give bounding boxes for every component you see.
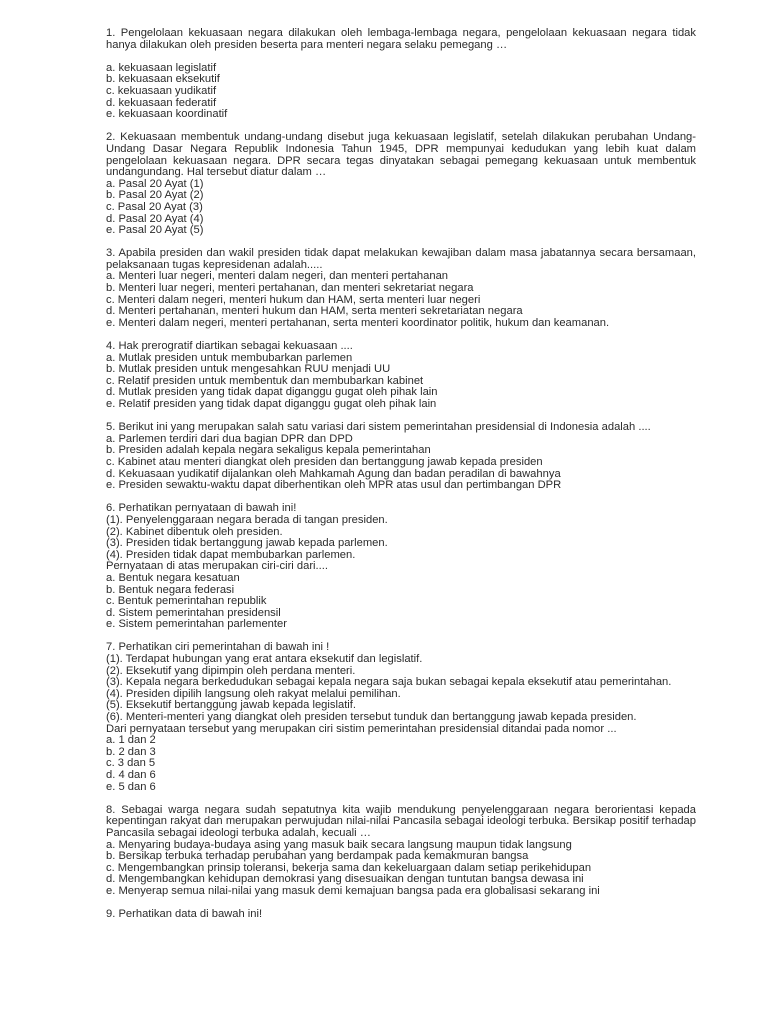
answer-option: e. Pasal 20 Ayat (5): [106, 224, 204, 237]
answer-option: b. Menteri luar negeri, menteri pertahanan, dan menteri sekretariat negara: [106, 282, 474, 295]
answer-option: e. kekuasaan koordinatif: [106, 108, 228, 121]
question-3: [106, 248, 696, 329]
answer-option: a. Pasal 20 Ayat (1): [106, 177, 204, 190]
answer-option: d. Pasal 20 Ayat (4): [106, 212, 204, 225]
answer-option: e. Menteri dalam negeri, menteri pertahanan, serta menteri koordinator politik, hukum dan keamanan.: [106, 316, 610, 329]
answer-option: d. kekuasaan federatif: [106, 96, 217, 109]
question-text: 7. Perhatikan ciri pemerintahan di bawah ini !: [106, 641, 330, 654]
answer-option: a. Parlemen terdiri dari dua bagian DPR dan DPD: [106, 432, 353, 445]
answer-options: [106, 271, 696, 329]
question-text: 1. Pengelolaan kekuasaan negara dilakukan oleh lembaga-lembaga negara, pengelolaan kekuasaan negara tidak hanya dilakukan oleh presiden beserta para menteri negara selaku pemegang …: [106, 27, 696, 51]
statement-item: (4). Presiden dipilih langsung oleh rakyat melalui pemilihan.: [106, 687, 401, 700]
answer-option: a. Bentuk negara kesatuan: [106, 571, 240, 584]
answer-option: d. 4 dan 6: [106, 769, 156, 781]
answer-option: c. Mengembangkan prinsip toleransi, bekerja sama dan kekeluargaan dalam setiap perikehidupan: [106, 861, 592, 874]
question-5: [106, 422, 696, 492]
answer-option: c. Menteri dalam negeri, menteri hukum dan HAM, serta menteri luar negeri: [106, 293, 481, 306]
answer-option: b. Presiden adalah kepala negara sekaligus kepala pemerintahan: [106, 444, 431, 457]
answer-option: e. Sistem pemerintahan parlementer: [106, 618, 287, 631]
question-text: 3. Apabila presiden dan wakil presiden tidak dapat melakukan kewajiban dalam masa jabatannya secara bersamaan, pelaksanaan tugas kepresidenan adalah.....: [106, 247, 696, 271]
statement-item: (1). Terdapat hubungan yang erat antara eksekutif dan legislatif.: [106, 653, 423, 666]
answer-option: a. Menteri luar negeri, menteri dalam negeri, dan menteri pertahanan: [106, 270, 449, 283]
question-1: [106, 28, 696, 121]
answer-options: [106, 63, 696, 121]
answer-option: d. Mengembangkan kehidupan demokrasi yang disesuaikan dengan tuntutan bangsa dewasa ini: [106, 873, 584, 886]
answer-options: [106, 735, 696, 793]
answer-option: d. Sistem pemerintahan presidensil: [106, 606, 281, 619]
question-text: 6. Perhatikan pernyataan di bawah ini!: [106, 502, 297, 515]
answer-option: c. Kabinet atau menteri diangkat oleh presiden dan bertanggung jawab kepada presiden: [106, 455, 543, 468]
answer-option: b. kekuasaan eksekutif: [106, 73, 220, 86]
answer-option: e. Menyerap semua nilai-nilai yang masuk demi kemajuan bangsa pada era globalisasi sekarang ini: [106, 884, 600, 897]
answer-option: c. kekuasaan yudikatif: [106, 84, 217, 97]
question-2: [106, 132, 696, 236]
answer-options: [106, 573, 696, 631]
statement-item: (5). Eksekutif bertanggung jawab kepada legislatif.: [106, 699, 357, 712]
answer-option: c. Bentuk pemerintahan republik: [106, 595, 267, 608]
answer-option: d. Kekuasaan yudikatif dijalankan oleh Mahkamah Agung dan badan peradilan di bawahnya: [106, 467, 561, 480]
answer-option: d. Menteri pertahanan, menteri hukum dan HAM, serta menteri sekretariatan negara: [106, 305, 523, 318]
answer-option: d. Mutlak presiden yang tidak dapat diganggu gugat oleh pihak lain: [106, 386, 438, 399]
answer-option: b. Bentuk negara federasi: [106, 583, 235, 596]
question-text: 2. Kekuasaan membentuk undang-undang disebut juga kekuasaan legislatif, setelah dilakukan perubahan Undang-Undang Dasar Negara Republik Indonesia Tahun 1945, DPR mempunyai kedudukan yang lebih kuat dalam pengelolaan kekuasaan negara. DPR secara tegas dinyatakan sebagai pemegang kekuasaan untuk membentuk undangundang. Hal tersebut diatur dalam …: [106, 131, 696, 179]
answer-options: [106, 840, 696, 898]
answer-option: a. Mutlak presiden untuk membubarkan parlemen: [106, 351, 353, 364]
statement-item: (3). Kepala negara berkedudukan sebagai kepala negara saja bukan sebagai kepala eksekutif atau pemerintahan.: [106, 676, 672, 689]
question-7: [106, 642, 696, 793]
question-text: 5. Berikut ini yang merupakan salah satu variasi dari sistem pemerintahan presidensial di Indonesia adalah ....: [106, 421, 651, 434]
question-followup: Dari pernyataan tersebut yang merupakan ciri sistim pemerintahan presidensial ditandai pada nomor ...: [106, 722, 617, 735]
question-followup: Pernyataan di atas merupakan ciri-ciri dari....: [106, 560, 328, 573]
answer-options: [106, 353, 696, 411]
answer-option: b. Mutlak presiden untuk mengesahkan RUU menjadi UU: [106, 363, 391, 376]
question-4: [106, 341, 696, 411]
question-text: 9. Perhatikan data di bawah ini!: [106, 908, 263, 921]
answer-option: e. Presiden sewaktu-waktu dapat diberhentikan oleh MPR atas usul dan pertimbangan DPR: [106, 479, 562, 492]
answer-option: c. Relatif presiden untuk membentuk dan membubarkan kabinet: [106, 374, 424, 387]
answer-option: b. Pasal 20 Ayat (2): [106, 189, 204, 202]
statement-item: (3). Presiden tidak bertanggung jawab kepada parlemen.: [106, 537, 388, 550]
question-8: [106, 805, 696, 898]
answer-option: c. 3 dan 5: [106, 757, 156, 770]
answer-option: b. 2 dan 3: [106, 745, 156, 758]
question-9: [106, 909, 696, 921]
statement-item: (2). Kabinet dibentuk oleh presiden.: [106, 525, 283, 538]
statement-item: (6). Menteri-menteri yang diangkat oleh presiden tersebut tunduk dan bertanggung jawab kepada presiden.: [106, 711, 637, 724]
answer-options: [106, 179, 696, 237]
answer-option: e. Relatif presiden yang tidak dapat diganggu gugat oleh pihak lain: [106, 398, 437, 410]
answer-option: a. kekuasaan legislatif: [106, 61, 217, 74]
answer-option: b. Bersikap terbuka terhadap perubahan yang berdampak pada kemakmuran bangsa: [106, 850, 529, 863]
question-text: 8. Sebagai warga negara sudah sepatutnya kita wajib mendukung penyelenggaraan negara berorientasi kepada kepentingan rakyat dan merupakan perwujudan nilai-nilai Pancasila sebagai ideologi terbuka. Bersikap positif terhadap Pancasila sebagai ideologi terbuka adalah, kecuali …: [106, 803, 696, 839]
statement-item: (4). Presiden tidak dapat membubarkan parlemen.: [106, 548, 356, 561]
answer-option: e. 5 dan 6: [106, 780, 156, 793]
statement-item: (1). Penyelenggaraan negara berada di tangan presiden.: [106, 513, 388, 526]
question-text: 4. Hak prerogratif diartikan sebagai kekuasaan ....: [106, 340, 353, 353]
statement-item: (2). Eksekutif yang dipimpin oleh perdana menteri.: [106, 664, 356, 677]
answer-option: a. Menyaring budaya-budaya asing yang masuk baik secara langsung maupun tidak langsung: [106, 838, 572, 851]
answer-options: [106, 434, 696, 492]
answer-option: a. 1 dan 2: [106, 734, 156, 747]
answer-option: c. Pasal 20 Ayat (3): [106, 200, 203, 213]
question-6: [106, 503, 696, 631]
